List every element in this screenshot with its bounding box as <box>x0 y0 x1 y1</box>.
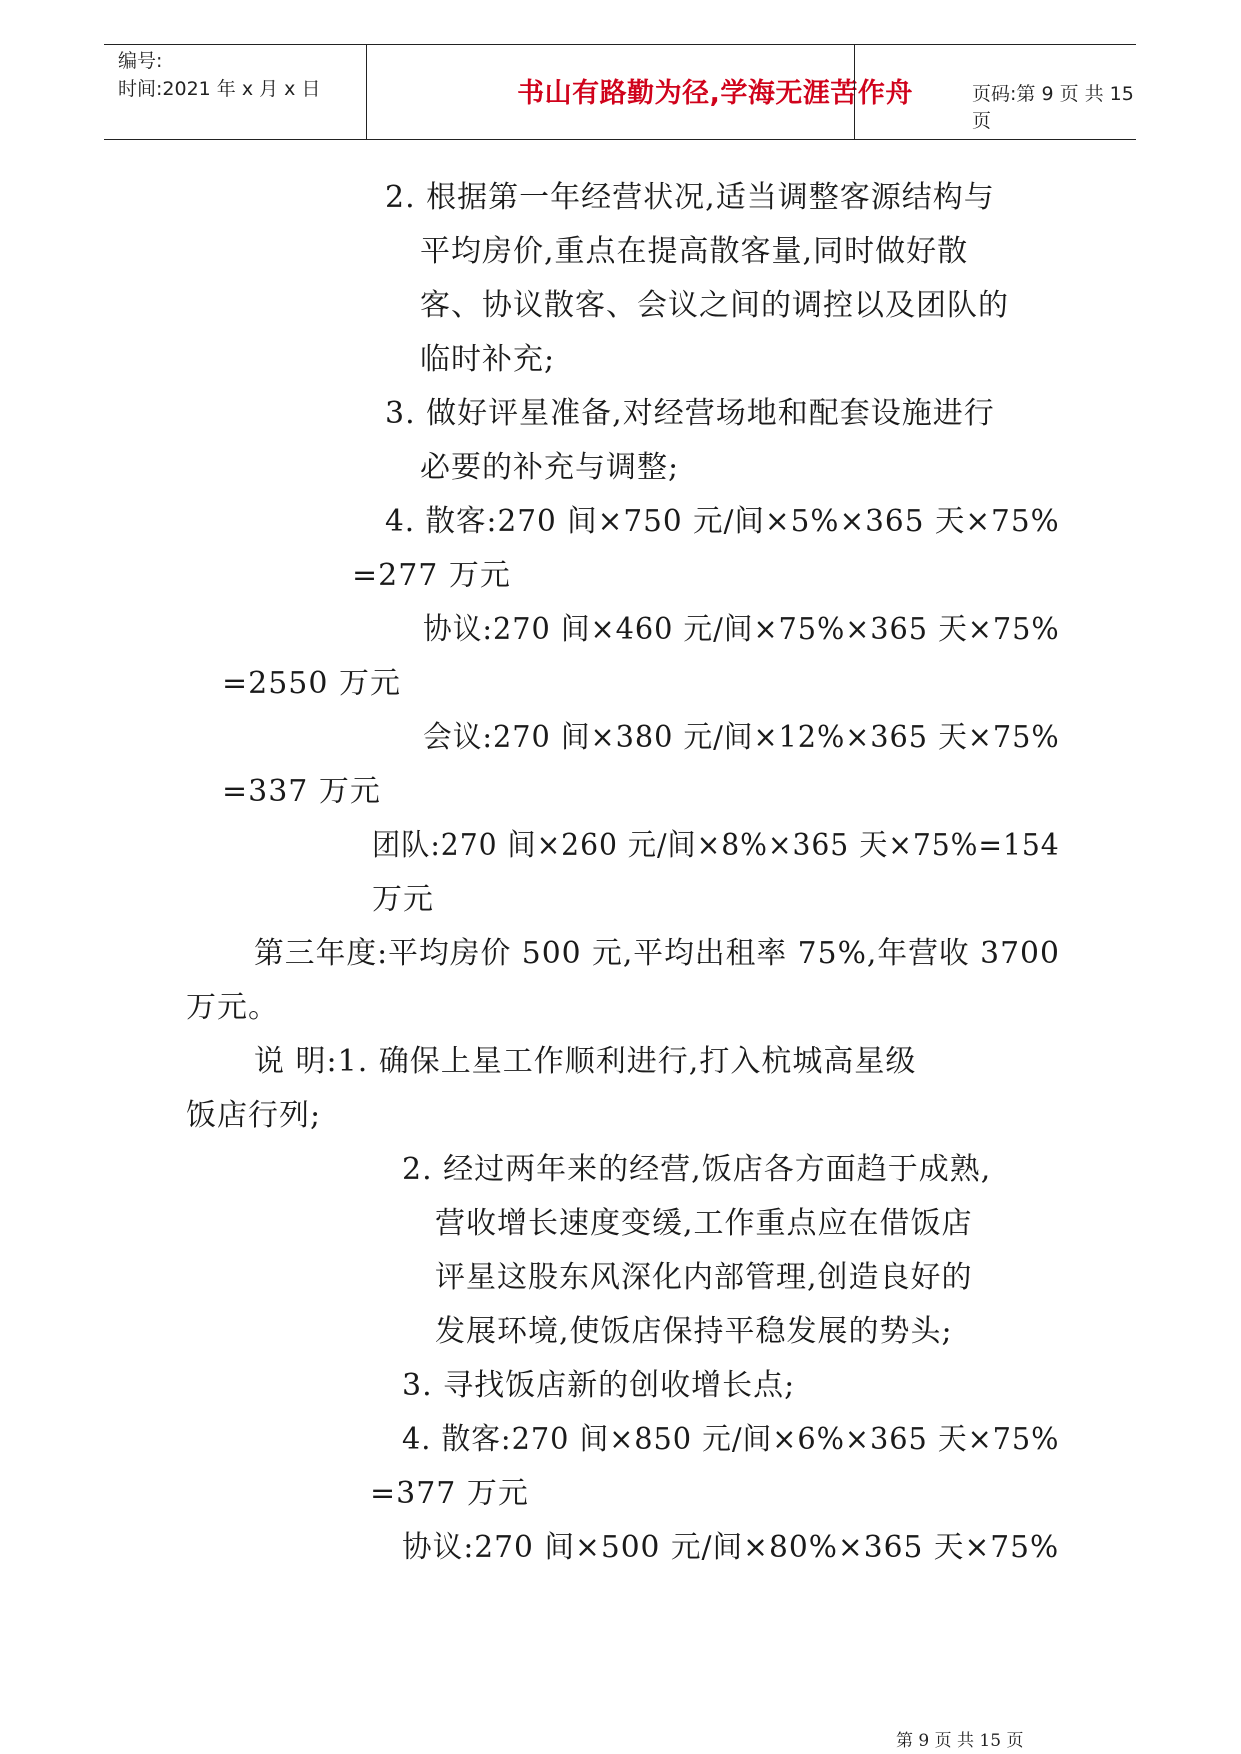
body-line: 发展环境,使饭店保持平稳发展的势头; <box>435 1314 953 1349</box>
body-line: 必要的补充与调整; <box>420 450 680 485</box>
header-divider <box>854 45 855 139</box>
body-line: 协议:270 间×460 元/间×75%×365 天×75% <box>423 612 1060 647</box>
body-line: 团队:270 间×260 元/间×8%×365 天×75%=154 <box>372 828 1060 863</box>
body-line: 平均房价,重点在提高散客量,同时做好散 <box>420 234 969 269</box>
body-line: 3. 寻找饭店新的创收增长点; <box>402 1368 796 1403</box>
body-line: 饭店行列; <box>186 1098 322 1133</box>
header-page-info: 页码:第 9 页 共 15 页 <box>972 83 1134 132</box>
header-meta <box>118 47 320 103</box>
body-line: =277 万元 <box>352 558 511 593</box>
header-divider <box>366 45 367 139</box>
body-line: 客、协议散客、会议之间的调控以及团队的 <box>420 288 1009 323</box>
number-label: 编号: <box>118 50 163 72</box>
body-line: 会议:270 间×380 元/间×12%×365 天×75% <box>423 720 1060 755</box>
body-line: 万元 <box>372 882 434 917</box>
page-footer: 第 9 页 共 15 页 <box>896 1731 1024 1751</box>
body-line: =377 万元 <box>370 1476 529 1511</box>
body-line: 万元。 <box>186 990 279 1025</box>
body-line: 营收增长速度变缓,工作重点应在借饭店 <box>435 1206 973 1241</box>
body-line: 协议:270 间×500 元/间×80%×365 天×75% <box>402 1530 1060 1565</box>
body-line: 说 明:1. 确保上星工作顺利进行,打入杭城高星级 <box>254 1044 917 1079</box>
body-line: 4. 散客:270 间×750 元/间×5%×365 天×75% <box>385 504 1060 539</box>
body-line: 2. 根据第一年经营状况,适当调整客源结构与 <box>385 180 995 215</box>
body-line: 3. 做好评星准备,对经营场地和配套设施进行 <box>385 396 995 431</box>
body-line: 临时补充; <box>420 342 556 377</box>
time-label: 时间:2021 年 x 月 x 日 <box>118 78 321 100</box>
header-motto: 书山有路勤为径,学海无涯苦作舟 <box>517 78 913 109</box>
body-line: 2. 经过两年来的经营,饭店各方面趋于成熟, <box>402 1152 992 1187</box>
page-header <box>104 44 1136 140</box>
body-line: =337 万元 <box>222 774 381 809</box>
body-line: 4. 散客:270 间×850 元/间×6%×365 天×75% <box>402 1422 1060 1457</box>
body-line: 评星这股东风深化内部管理,创造良好的 <box>435 1260 973 1295</box>
body-line: 第三年度:平均房价 500 元,平均出租率 75%,年营收 3700 <box>254 936 1060 971</box>
body-line: =2550 万元 <box>222 666 402 701</box>
